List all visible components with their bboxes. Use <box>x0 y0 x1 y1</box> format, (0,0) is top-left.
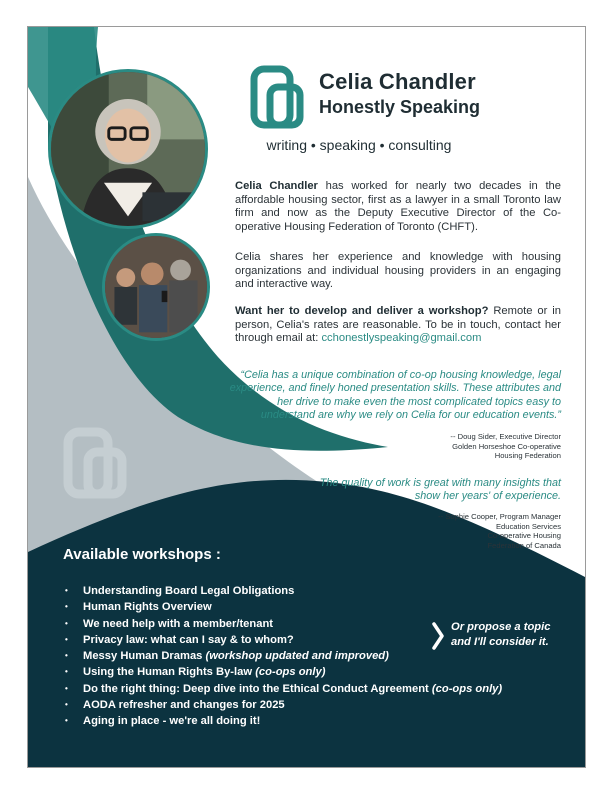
workshop-item <box>65 583 502 599</box>
attribution-line: Co-operative Housing <box>487 531 561 541</box>
testimonial-attribution-1 <box>358 432 561 461</box>
workshop-item-label: AODA refresher and changes for 2025 <box>83 699 285 712</box>
intro-paragraph-2: Celia shares her experience and knowledge with housing organizations and individual housing providers in an engaging and interactive way. <box>235 251 561 291</box>
attribution-line: Education Services <box>495 521 561 531</box>
portrait-photo <box>48 69 208 229</box>
workshop-item-label: Do the right thing: Deep dive into the Ethical Conduct Agreement <box>83 682 432 695</box>
workshop-item-label: Using the Human Rights By-law <box>83 666 256 679</box>
chevron-right-icon <box>431 622 445 650</box>
workshop-item <box>65 713 502 729</box>
testimonial-attribution-2 <box>358 512 561 550</box>
workshop-item-note: (co-ops only) <box>431 682 503 695</box>
workshop-item-note: (co-ops only) <box>255 666 326 679</box>
propose-line: Or propose a topic <box>451 621 551 633</box>
workshop-photo <box>102 233 210 341</box>
attribution-line: Golden Horseshoe Co-operative <box>452 441 561 451</box>
portrait-illustration <box>51 72 205 226</box>
workshop-item-label: Aging in place - we're all doing it! <box>83 715 261 728</box>
attribution-line: Housing Federation <box>494 451 561 461</box>
workshop-item-label: Human Rights Overview <box>83 601 212 614</box>
workshop-illustration <box>105 236 207 338</box>
propose-topic-text <box>451 620 563 650</box>
attribution-line: -- Sophie Cooper, Program Manager <box>438 512 561 521</box>
attribution-line: -- Doug Sider, Executive Director <box>450 432 561 441</box>
flyer-page <box>27 26 586 768</box>
celia-logo-icon <box>250 65 304 129</box>
workshop-item <box>65 599 502 615</box>
propose-line: and I'll consider it. <box>451 636 549 648</box>
workshop-item-label: Messy Human Dramas <box>83 650 206 663</box>
workshop-item <box>65 697 502 713</box>
workshop-question: Want her to develop and deliver a workshop? <box>235 305 489 317</box>
workshop-item-label: We need help with a member/tenant <box>83 617 274 630</box>
workshop-item-note: (workshop updated and improved) <box>205 650 389 663</box>
services-tagline: writing • speaking • consulting <box>266 137 452 153</box>
intro-name: Celia Chandler <box>235 180 318 192</box>
intro-p3-text: Remote or in person, Celia's rates are reasonable. To be in touch, contact her through email at: <box>235 305 561 345</box>
workshops-list <box>65 583 502 730</box>
brand-name: Celia Chandler <box>319 69 476 94</box>
workshop-item <box>65 681 502 697</box>
workshop-item <box>65 648 502 664</box>
workshop-item-label: Privacy law: what can I say & to whom? <box>83 633 294 646</box>
intro-paragraph-1 <box>235 180 561 234</box>
intro-p1-text: has worked for nearly two decades in the affordable housing sector, first as a lawyer in a small Toronto law firm and now as the Deputy Executive Director of the Co-operative Housing Federation of Toronto (CHFT). <box>235 180 561 233</box>
brand-tagline-title: Honestly Speaking <box>319 97 481 117</box>
intro-paragraph-3 <box>235 305 561 346</box>
attribution-line: Federation of Canada <box>487 540 561 550</box>
workshop-item-label: Understanding Board Legal Obligations <box>83 585 295 597</box>
testimonial-quote-2: The quality of work is great with many insights that show her years' of experience. <box>319 477 561 503</box>
workshop-item <box>65 664 502 680</box>
testimonial-quote-1: “Celia has a unique combination of co-op housing knowledge, legal experience, and finely honed presentation skills. These attributes and her drive to make even the most complicated topics easy to understand are why we rely on Celia for our education events.” <box>229 369 561 422</box>
contact-email-link[interactable]: cchonestlyspeaking@gmail.com <box>321 332 482 345</box>
workshops-heading: Available workshops : <box>63 546 221 563</box>
